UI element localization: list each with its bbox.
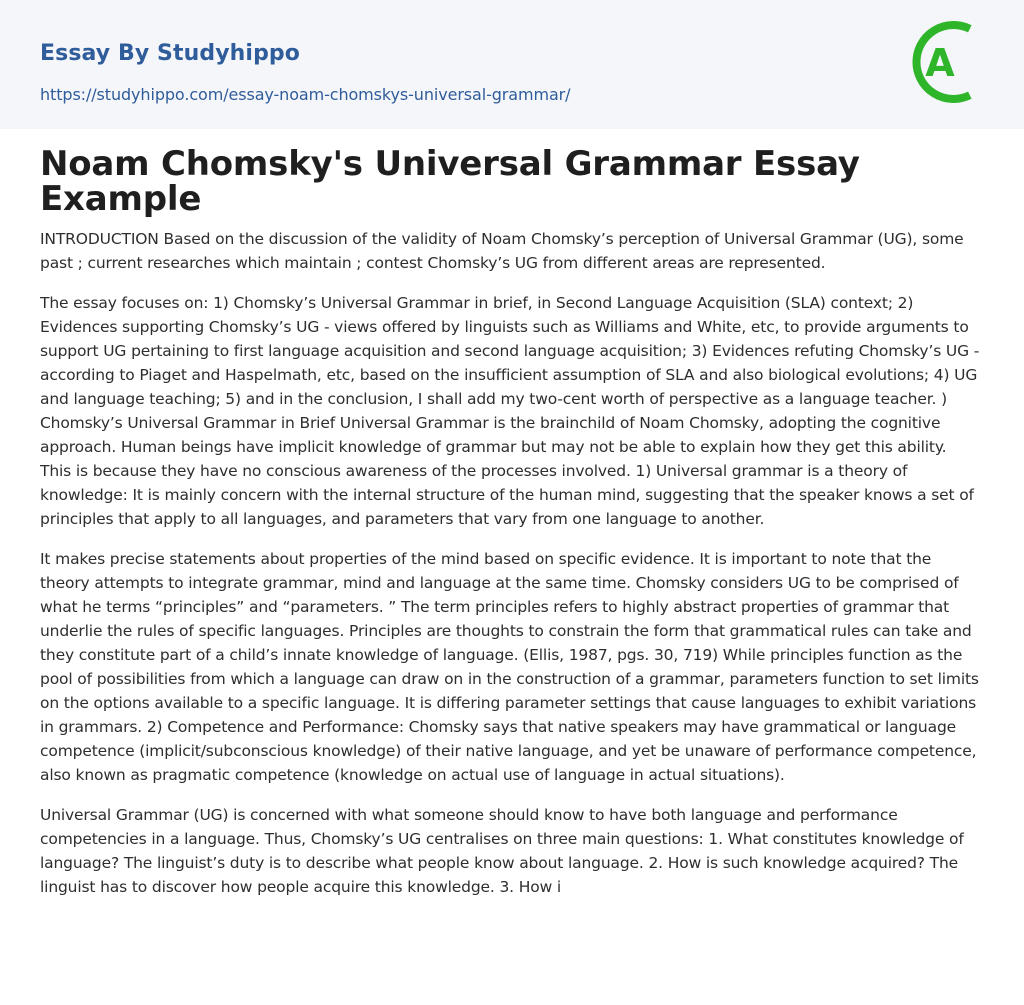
site-title[interactable]: Essay By Studyhippo — [40, 41, 300, 66]
article-title: Noam Chomsky's Universal Grammar Essay Example — [40, 144, 860, 219]
article-paragraph: The essay focuses on: 1) Chomsky’s Universal Grammar in brief, in Second Language Acquisition (SLA) context; 2) Evidences supporting Chomsky’s UG - views offered by linguists such as Williams and White, etc, to provide arguments to support UG pertaining to first language acquisition and second language acquisition; 3) Evidences refuting Chomsky’s UG - according to Piaget and Haspelmath, etc, based on the insufficient assumption of SLA and also biological evolutions; 4) UG and language teaching; 5) and in the conclusion, I shall add my two-cent worth of perspective as a language teacher. ) Chomsky’s Universal Grammar in Brief Universal Grammar is the brainchild of Noam Chomsky, adopting the cognitive approach. Human beings have implicit knowledge of grammar but may not be able to explain how they get this ability. This is because they have no conscious awareness of the processes involved. 1) Universal grammar is a theory of knowledge: It is mainly concern with the internal structure of the human mind, suggesting that the speaker knows a set of principles that apply to all languages, and parameters that vary from one language to another. — [40, 294, 980, 528]
article-paragraph: It makes precise statements about properties of the mind based on specific evidence. It is important to note that the theory attempts to integrate grammar, mind and language at the same time. Chomsky considers UG to be comprised of what he terms “principles” and “parameters. ” The term principles refers to highly abstract properties of grammar that underlie the rules of specific languages. Principles are thoughts to constrain the form that grammatical rules can take and they constitute part of a child’s innate knowledge of language. (Ellis, 1987, pgs. 30, 719) While principles function as the pool of possibilities from which a language can draw on in the construction of a grammar, parameters function to set limits on the options available to a specific language. It is differing parameter settings that cause languages to exhibit variations in grammars. 2) Competence and Performance: Chomsky says that native speakers may have grammatical or language competence (implicit/subconscious knowledge) of their native language, and yet be unaware of performance competence, also known as pragmatic competence (knowledge on actual use of language in actual situations). — [40, 550, 979, 784]
site-header — [0, 0, 1024, 129]
article-body — [0, 129, 1024, 899]
studyhippo-logo-icon[interactable] — [909, 19, 989, 105]
logo-letter: A — [925, 41, 955, 85]
page-url-link[interactable]: https://studyhippo.com/essay-noam-chomskys-universal-grammar/ — [40, 85, 571, 104]
article-paragraph: INTRODUCTION Based on the discussion of the validity of Noam Chomsky’s perception of Universal Grammar (UG), some past ; current researches which maintain ; contest Chomsky’s UG from different areas are represented. — [40, 230, 964, 272]
article-paragraph: Universal Grammar (UG) is concerned with what someone should know to have both language and performance competencies in a language. Thus, Chomsky’s UG centralises on three main questions: 1. What constitutes knowledge of language? The linguist’s duty is to describe what people know about language. 2. How is such knowledge acquired? The linguist has to discover how people acquire this knowledge. 3. How i — [40, 806, 964, 896]
